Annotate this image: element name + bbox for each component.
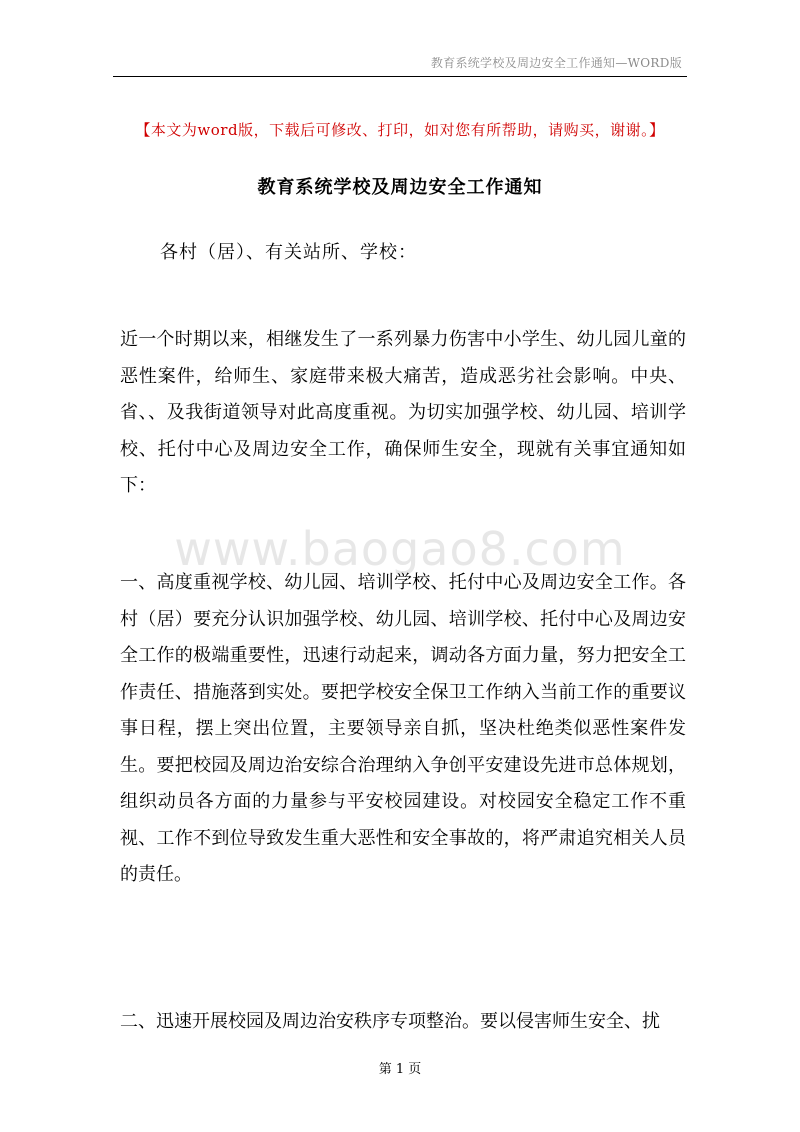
download-notice: 【本文为word版，下载后可修改、打印，如对您有所帮助，请购买，谢谢。】 — [135, 121, 665, 139]
paragraph-intro: 近一个时期以来，相继发生了一系列暴力伤害中小学生、幼儿园儿童的恶性案件，给师生、家庭带来极大痛苦，造成恶劣社会影响。中央、省、、及我街道领导对此高度重视。为切实加强学校、幼儿园、培训学校、托付中心及周边安全工作，确保师生安全，现就有关事宜通知如下： — [120, 329, 686, 496]
running-header: 教育系统学校及周边安全工作通知—WORD版 — [430, 56, 682, 70]
salutation: 各村（居）、有关站所、学校： — [160, 242, 417, 263]
header-divider — [113, 76, 687, 77]
paragraph-section-2: 二、迅速开展校园及周边治安秩序专项整治。要以侵害师生安全、扰 — [120, 1011, 660, 1032]
watermark: www.baogao8.com — [174, 522, 626, 576]
paragraph-section-1: 一、高度重视学校、幼儿园、培训学校、托付中心及周边安全工作。各村（居）要充分认识加强学校、幼儿园、培训学校、托付中心及周边安全工作的极端重要性，迅速行动起来，调动各方面力量，努力把安全工作责任、措施落到实处。要把学校安全保卫工作纳入当前工作的重要议事日程，摆上突出位置，主要领导亲自抓，坚决杜绝类似恶性案件发生。要把校园及周边治安综合治理纳入争创平安建设先进市总体规划，组织动员各方面的力量参与平安校园建设。对校园安全稳定工作不重视、工作不到位导致发生重大恶性和安全事故的，将严肃追究相关人员的责任。 — [120, 572, 686, 885]
document-title: 教育系统学校及周边安全工作通知 — [257, 177, 543, 198]
page-number: 第 1 页 — [378, 1062, 422, 1077]
